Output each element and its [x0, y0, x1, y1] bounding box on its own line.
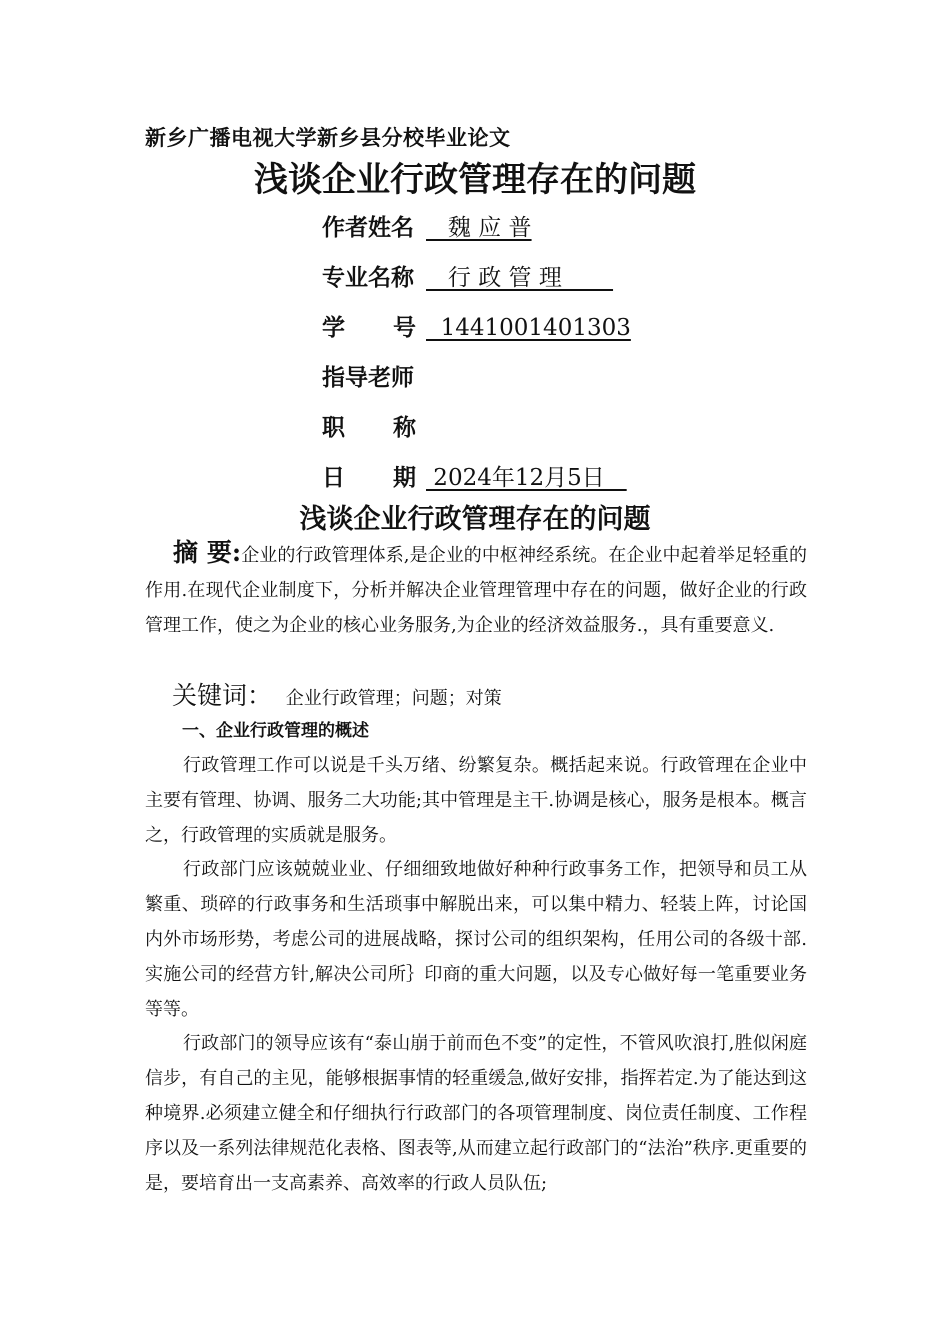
- info-label: 学 号: [322, 314, 417, 341]
- thesis-title: 浅谈企业行政管理存在的问题: [254, 160, 696, 200]
- info-date: [322, 459, 627, 492]
- info-rank: [322, 409, 426, 442]
- body-paragraph: 行政部门应该兢兢业业、仔细细致地做好种种行政事务工作，把领导和员工从繁重、琐碎的行政事务和生活琐事中解脱出来，可以集中精力、轻装上阵，讨论国内外市场形势，考虑公司的进展战略，探讨公司的组织架构，任用公司的各级十部.实施公司的经营方针,解决公司所｝印商的重大问题，以及专心做好每一笔重要业务等等。: [145, 859, 807, 1020]
- school-name: 新乡广播电视大学新乡县分校毕业论文: [145, 125, 511, 150]
- keywords-text: 企业行政管理；问题；对策: [285, 688, 502, 709]
- info-major: [322, 259, 613, 292]
- abstract-label: 摘 要:: [173, 538, 242, 567]
- keywords-line: [172, 676, 502, 712]
- info-student-id: [322, 309, 631, 342]
- info-advisor: [322, 359, 426, 392]
- info-value: 1441001401303: [426, 315, 631, 341]
- info-author: [322, 209, 532, 242]
- info-label: 日 期: [322, 464, 417, 491]
- info-label: 作者姓名: [322, 214, 414, 241]
- info-label: 职 称: [322, 414, 417, 441]
- info-label: 专业名称: [322, 264, 414, 291]
- info-value: 行 政 管 理: [426, 265, 614, 291]
- body-title: 浅谈企业行政管理存在的问题: [299, 504, 651, 535]
- abstract-text: 企业的行政管理体系,是企业的中枢神经系统。在企业中起着举足轻重的作用.在现代企业制度下，分析并解决企业管理管理中存在的问题，做好企业的行政管理工作，使之为企业的核心业务服务,为企业的经济效益服务.，具有重要意义.: [145, 545, 808, 636]
- body-paragraph: 行政管理工作可以说是千头万绪、纷繁复杂。概括起来说。行政管理在企业中主要有管理、协调、服务二大功能;其中管理是主干.协调是核心，服务是根本。概言之，行政管理的实质就是服务。: [145, 755, 807, 846]
- body-paragraph: 行政部门的领导应该有“泰山崩于前而色不变”的定性，不管风吹浪打,胜似闲庭信步，有自己的主见，能够根据事情的轻重缓急,做好安排，指挥若定.为了能达到这种境界.必须建立健全和仔细执行行政部门的各项管理制度、岗位责任制度、工作程序以及一系列法律规范化表格、图表等,从而建立起行政部门的“法治”秩序.更重要的是，要培育出一支高素养、高效率的行政人员队伍;: [145, 1033, 807, 1194]
- keywords-label: 关键词：: [172, 681, 273, 710]
- info-label: 指导老师: [322, 364, 414, 391]
- section-heading: 一、企业行政管理的概述: [182, 721, 369, 741]
- abstract-paragraph: [145, 535, 807, 643]
- info-value: 2024年12月5日: [426, 465, 627, 491]
- info-value: 魏 应 普: [426, 215, 532, 241]
